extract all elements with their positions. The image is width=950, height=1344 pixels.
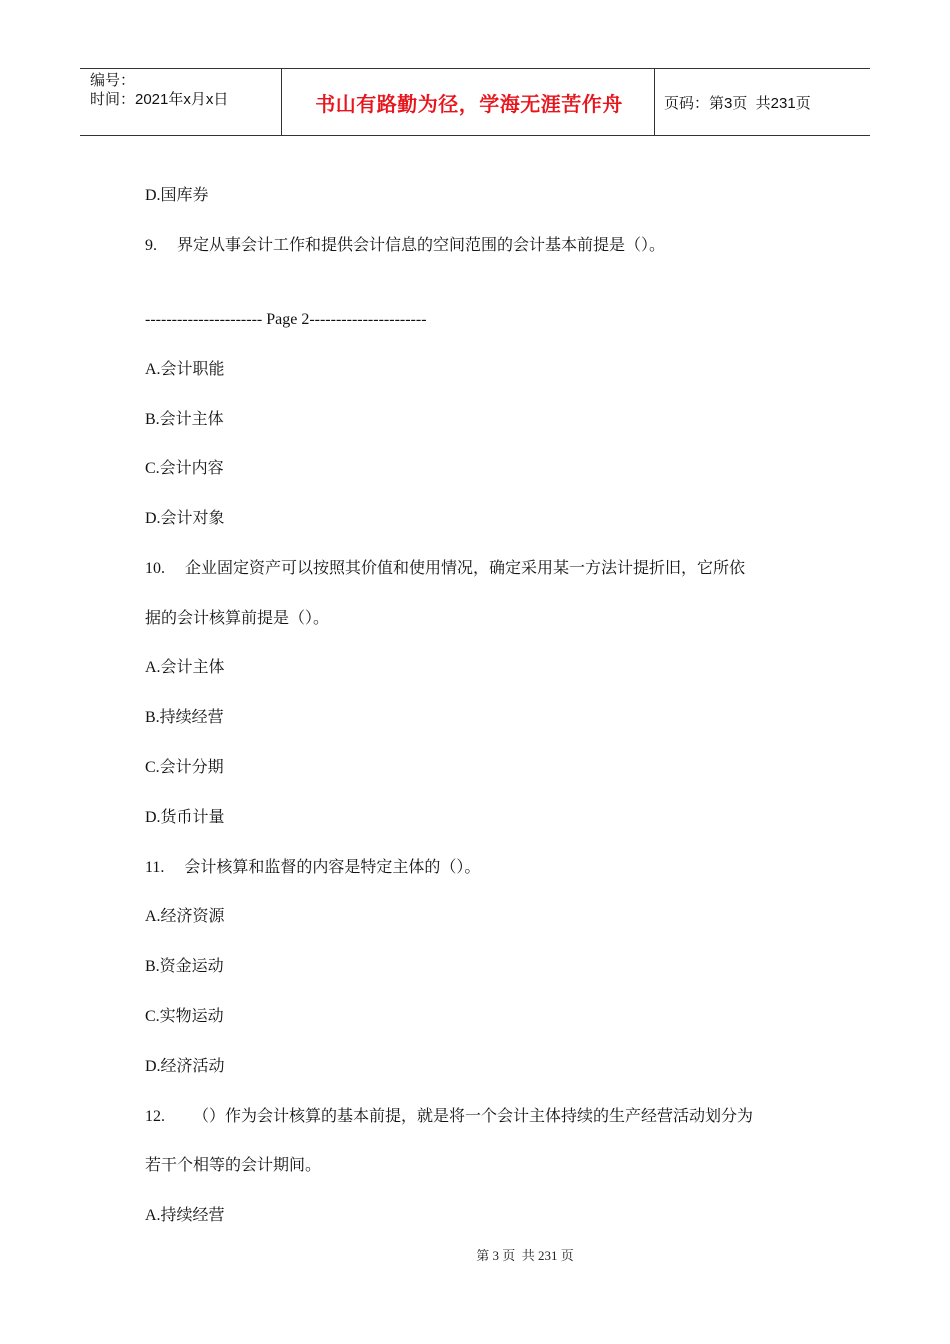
question-line: 9. 界定从事会计工作和提供会计信息的空间范围的会计基本前提是（）。 [145,237,666,254]
option-line: D.经济活动 [145,1058,225,1075]
option-line: A.经济资源 [145,908,225,925]
option-line: D.货币计量 [145,809,225,826]
header-page-label: 页码：第3页 共231页 [664,94,811,112]
header-motto: 书山有路勤为径，学海无涯苦作舟 [315,91,623,116]
question-line: 据的会计核算前提是（）。 [145,610,330,627]
question-line: 11. 会计核算和监督的内容是特定主体的（）。 [145,859,481,876]
question-line: 若干个相等的会计期间。 [145,1157,322,1174]
option-line: B.持续经营 [145,709,224,726]
page-separator: ---------------------- Page 2---------------------- [145,311,427,328]
option-line: C.会计内容 [145,460,224,477]
question-line: 10. 企业固定资产可以按照其价值和使用情况，确定采用某一方法计提折旧，它所依 [145,560,746,577]
option-line: A.会计职能 [145,361,225,378]
header-meta [90,71,228,109]
option-line: C.会计分期 [145,759,224,776]
page-footer: 第 3 页 共 231 页 [476,1248,574,1263]
document-time-label: 时间：2021年x月x日 [90,91,229,108]
question-line: 12. （）作为会计核算的基本前提，就是将一个会计主体持续的生产经营活动划分为 [145,1108,754,1125]
option-line: D.会计对象 [145,510,225,527]
option-line: B.会计主体 [145,411,224,428]
option-line: B.资金运动 [145,958,224,975]
text-line: D.国库券 [145,187,209,204]
option-line: A.持续经营 [145,1207,225,1224]
option-line: C.实物运动 [145,1008,224,1025]
page-header [80,68,870,136]
document-number-label: 编号： [90,72,136,89]
option-line: A.会计主体 [145,659,225,676]
